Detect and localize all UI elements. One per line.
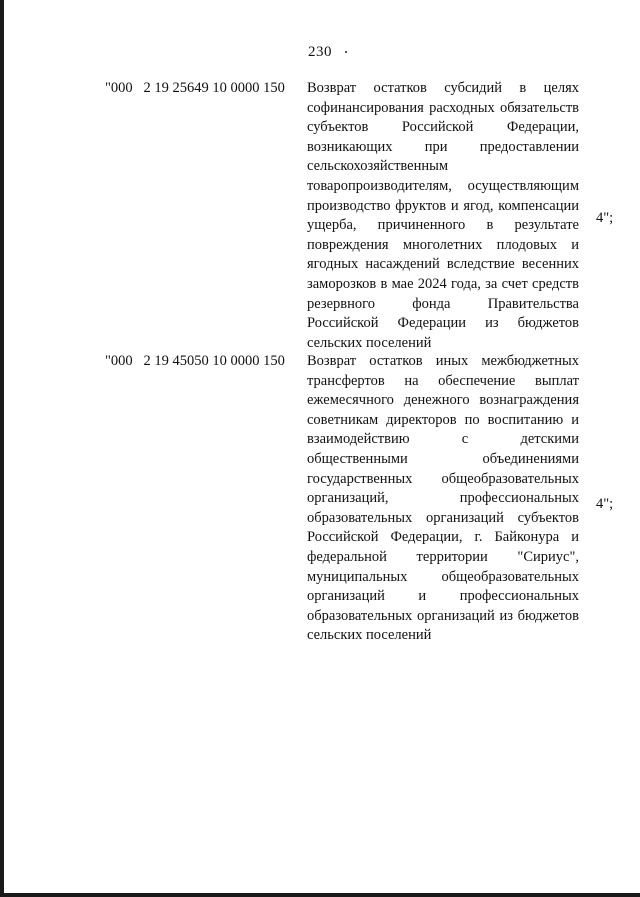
row-closing-mark: 4"; xyxy=(596,496,614,512)
scan-bottom-edge xyxy=(0,893,640,897)
row-closing-mark: 4"; xyxy=(596,210,614,226)
budget-code: "000 2 19 45050 10 0000 150 xyxy=(105,353,285,369)
budget-code: "000 2 19 25649 10 0000 150 xyxy=(105,80,285,96)
scan-left-edge xyxy=(0,0,4,897)
scan-speck xyxy=(345,51,347,53)
income-description: Возврат остатков иных межбюджетных трансфертов на обеспечение выплат ежемесячного денежного вознаграждения советникам директоров по воспитанию и взаимодействию с детскими общественными объединениями государственных общеобразовательных организаций, профессиональных образовательных организаций субъектов Российской Федерации, г. Байконура и федеральной территории "Сириус", муниципальных общеобразовательных организаций и профессиональных образовательных организаций из бюджетов сельских поселений xyxy=(307,353,579,644)
income-description: Возврат остатков субсидий в целях софинансирования расходных обязательств субъектов Российской Федерации, возникающих при предоставлении сельскохозяйственным товаропроизводителям, осуществляющим производство фруктов и ягод, компенсации ущерба, причиненного в результате повреждения многолетних плодовых и ягодных насаждений вследствие весенних заморозков в мае 2024 года, за счет средств резервного фонда Правительства Российской Федерации из бюджетов сельских поселений xyxy=(307,80,579,351)
page-number: 230 xyxy=(308,44,332,60)
